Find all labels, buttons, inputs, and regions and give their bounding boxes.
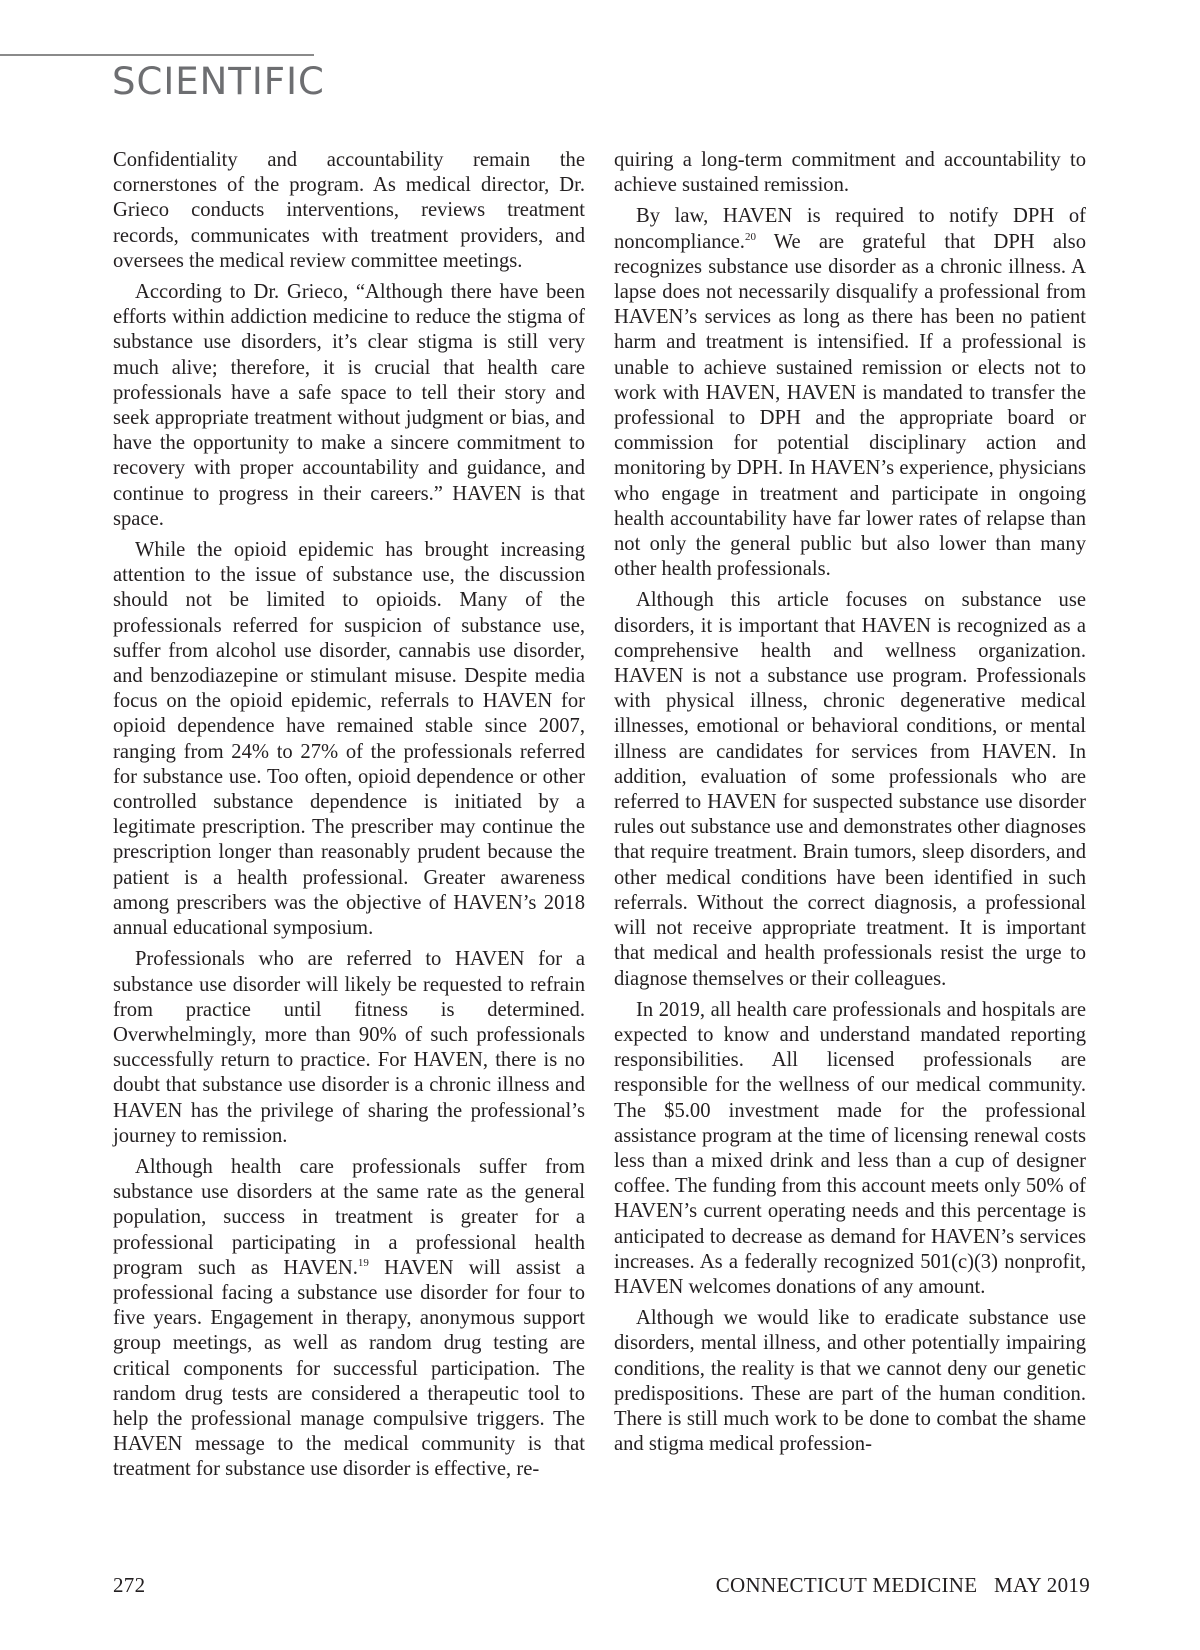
section-title: SCIENTIFIC	[112, 60, 325, 103]
journal-footer: CONNECTICUT MEDICINE MAY 2019	[715, 1573, 1090, 1597]
paragraph: While the opioid epidemic has brought increasing attention to the issue of substance use, the discussion should not be limited to opioids. Many of the professionals referred for suspicion of substance use, suffer from alcohol use disorder, cannabis use disorder, and benzodiazepine or stimulant misuse. Despite media focus on the opioid epidemic, referrals to HAVEN for opioid dependence have remained stable since 2007, ranging from 24% to 27% of the professionals referred for substance use. Too often, opioid dependence or other controlled substance dependence is initiated by a legitimate prescription. The prescriber may continue the prescription longer than reasonably prudent because the patient is a health professional. Greater awareness among prescribers was the objective of HAVEN’s 2018 annual educational symposium.	[113, 539, 585, 940]
page-number: 272	[113, 1573, 146, 1597]
paragraph: quiring a long-term commitment and accountability to achieve sustained remission.	[614, 149, 1086, 197]
paragraph-text: Although health care professionals suffer from substance use disorders at the same rate as the general population, success in treatment is greater for a professional participating in a professional health program such as HAVEN.	[113, 1155, 585, 1279]
paragraph: Professionals who are referred to HAVEN for a substance use disorder will likely be requested to refrain from practice until fitness is determined. Overwhelmingly, more than 90% of such professionals successfully return to practice. For HAVEN, there is no doubt that substance use disorder is a chronic illness and HAVEN has the privilege of sharing the professional’s journey to remission.	[113, 948, 585, 1147]
paragraph: According to Dr. Grieco, “Although there have been efforts within addiction medicine to reduce the stigma of substance use disorders, it’s clear stigma is still very much alive; therefore, it is crucial that health care professionals have a safe space to tell their story and seek appropriate treatment without judgment or bias, and have the opportunity to make a sincere commitment to recovery with proper accountability and guidance, and continue to progress in their careers.” HAVEN is that space.	[113, 281, 585, 530]
paragraph-text: HAVEN will assist a professional facing a substance use disorder for four to five years. Engagement in therapy, anonymous support group meetings, as well as random drug testing are critical components for successful participation. The random drug tests are considered a therapeutic tool to help the professional manage compulsive triggers. The HAVEN message to the medical community is that treatment for substance use disorder is effective, re-	[113, 1256, 585, 1481]
paragraph: Although this article focuses on substance use disorders, it is important that HAVEN is recognized as a comprehensive health and wellness organization. HAVEN is not a substance use program. Professionals with physical illness, chronic degenerative medical illnesses, emotional or behavioral conditions, or mental illness are candidates for services from HAVEN. In addition, evaluation of some professionals who are referred to HAVEN for suspected substance use disorder rules out substance use and demonstrates other diagnoses that require treatment. Brain tumors, sleep disorders, and other medical conditions have been identified in such referrals. Without the correct diagnosis, a professional will not receive appropriate treatment. It is important that medical and health professionals resist the urge to diagnose themselves or their colleagues.	[614, 589, 1086, 990]
reference-superscript: 20	[744, 230, 756, 243]
left-column	[113, 148, 585, 1489]
right-column	[614, 148, 1086, 1463]
paragraph: Confidentiality and accountability remain the cornerstones of the program. As medical director, Dr. Grieco conducts interventions, reviews treatment records, communicates with treatment providers, and oversees the medical review committee meetings.	[113, 149, 585, 272]
paragraph	[113, 1155, 585, 1483]
paragraph	[614, 204, 1086, 582]
paragraph: In 2019, all health care professionals and hospitals are expected to know and understand mandated reporting responsibilities. All licensed professionals are responsible for the wellness of our medical community. The $5.00 investment made for the professional assistance program at the time of licensing renewal costs less than a mixed drink and less than a cup of designer coffee. The funding from this account meets only 50% of HAVEN’s current operating needs and this percentage is anticipated to decrease as demand for HAVEN’s services increases. As a federally recognized 501(c)(3) nonprofit, HAVEN welcomes donations of any amount.	[614, 998, 1086, 1298]
header-rule	[0, 54, 314, 56]
paragraph-text: We are grateful that DPH also recognizes substance use disorder as a chronic illness. A lapse does not necessarily disqualify a professional from HAVEN’s services as long as there has been no patient harm and treatment is intensified. If a professional is unable to achieve sustained remission or elects not to work with HAVEN, HAVEN is mandated to transfer the professional to DPH and the appropriate board or commission for potential disciplinary action and monitoring by DPH. In HAVEN’s experience, physicians who engage in treatment and participate in ongoing health accountability have far lower rates of relapse than not only the general public but also lower than many other health professionals.	[614, 230, 1086, 581]
reference-superscript: 19	[357, 1256, 369, 1269]
paragraph-text: By law, HAVEN is required to notify DPH of noncompliance.	[614, 205, 1086, 253]
paragraph: Although we would like to eradicate substance use disorders, mental illness, and other potentially impairing conditions, the reality is that we cannot deny our genetic predispositions. These are part of the human condition. There is still much work to be done to combat the shame and stigma medical profession-	[614, 1307, 1086, 1456]
